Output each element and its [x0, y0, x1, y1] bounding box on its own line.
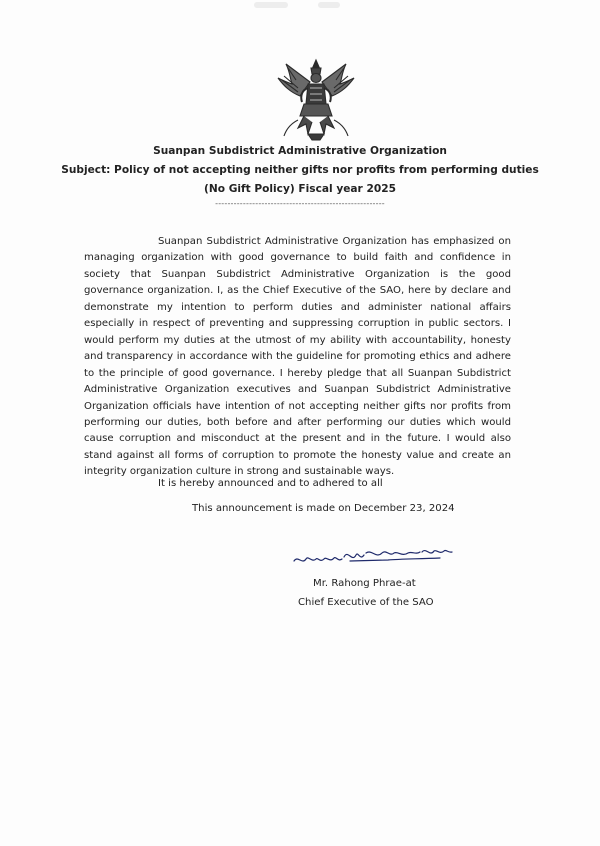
separator-line: ------------------------------------------------------- — [215, 199, 385, 208]
organization-title: Suanpan Subdistrict Administrative Organization — [153, 145, 447, 157]
announcement-line: It is hereby announced and to adhered to all — [158, 478, 383, 489]
handwritten-signature — [290, 543, 460, 571]
date-line: This announcement is made on December 23, 2024 — [192, 503, 455, 514]
signatory-title: Chief Executive of the SAO — [298, 597, 434, 608]
scan-artifact — [318, 2, 340, 8]
subject-line: Subject: Policy of not accepting neither gifts nor profits from performing duties — [61, 164, 539, 176]
garuda-emblem-icon — [268, 58, 364, 142]
policy-paragraph: Suanpan Subdistrict Administrative Organization has emphasized on managing organization with good governance to build faith and confidence in society that Suanpan Subdistrict Administrative Organization is the good governance organization. I, as the Chief Executive of the SAO, here by declare and demonstrate my intention to perform duties and administer national affairs especially in respect of preventing and suppressing corruption in public sectors. I would perform my duties at the utmost of my ability with accountability, honesty and transparency in accordance with the guideline for promoting ethics and adhere to the principle of good governance. I hereby pledge that all Suanpan Subdistrict Administrative Organization executives and Suanpan Subdistrict Administrative Organization officials have intention of not accepting neither gifts nor profits from performing our duties, both before and after performing our duties which would cause corruption and misconduct at the present and in the future. I would also stand against all forms of corruption to promote the honesty value and create an integrity organization culture in strong and sustainable ways. — [84, 236, 511, 478]
signatory-name: Mr. Rahong Phrae-at — [313, 578, 416, 589]
scan-artifact — [254, 2, 288, 8]
subject-subtitle: (No Gift Policy) Fiscal year 2025 — [204, 183, 396, 195]
